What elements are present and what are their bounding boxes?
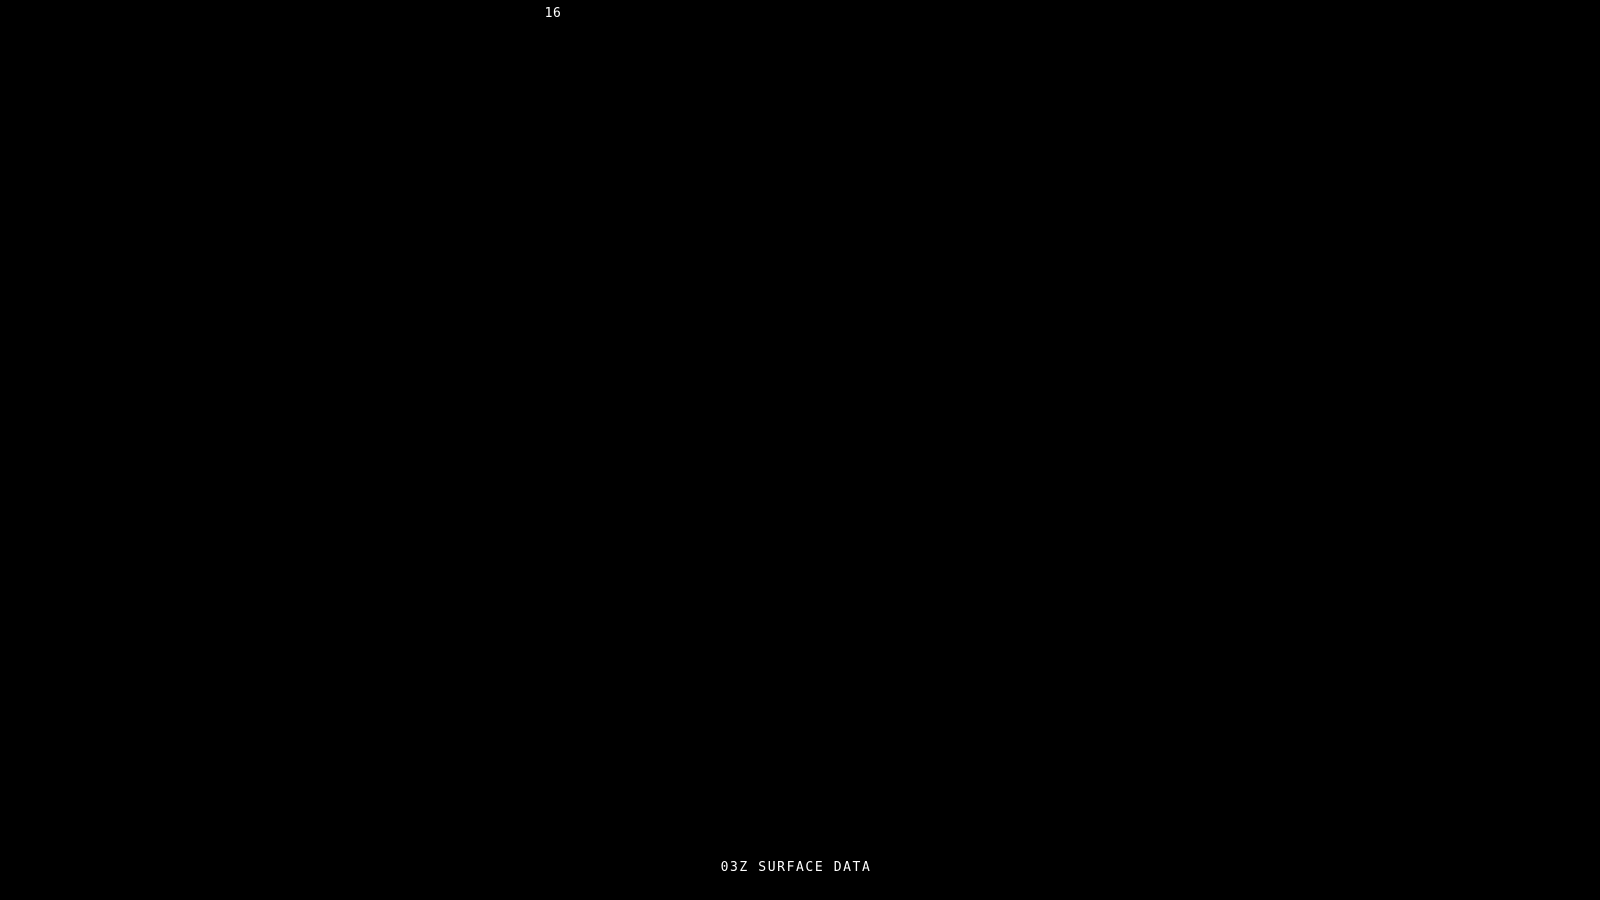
surface-data-caption: 03Z SURFACE DATA <box>720 860 872 875</box>
top-tick-label: 16 <box>544 6 562 21</box>
